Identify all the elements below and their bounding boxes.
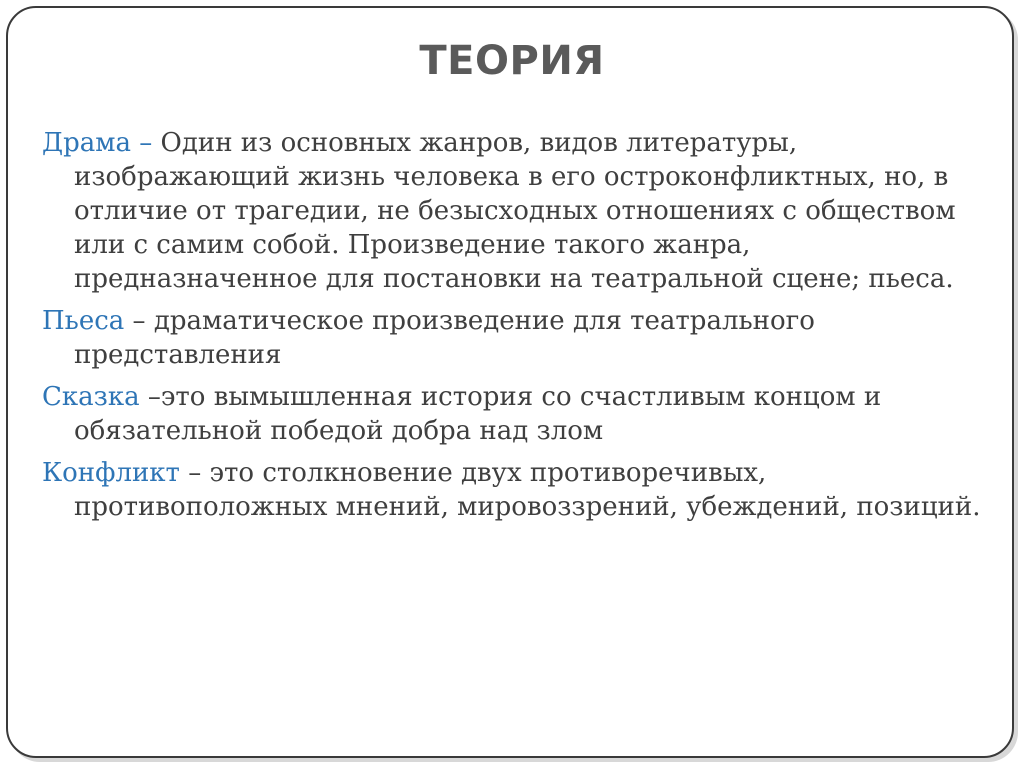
term-play: Пьеса — [42, 306, 125, 336]
term-dash: – — [139, 382, 161, 412]
definition-conflict — [42, 456, 982, 524]
definition-play — [42, 304, 982, 372]
definition-text-play: драматическое произведение для театрального представления — [74, 306, 815, 370]
definition-fairy-tale — [42, 380, 982, 448]
definition-text-drama: Один из основных жанров, видов литературы, изображающий жизнь человека в его остроконфликтных, но, в отличие от трагедии, не безысходных отношениях с обществом или с самим собой. Произведение такого жанра, предназначенное для постановки на театральной сцене; пьеса. — [74, 128, 956, 294]
term-dash: – — [124, 306, 154, 336]
term-conflict: Конфликт — [42, 458, 180, 488]
definition-drama — [42, 126, 982, 296]
term-fairy-tale: Сказка — [42, 382, 140, 412]
definition-text-fairy-tale: это вымышленная история со счастливым концом и обязательной победой добра над злом — [74, 382, 882, 446]
term-drama: Драма — [42, 128, 132, 158]
definition-text-conflict: это столкновение двух противоречивых, противоположных мнений, мировоззрений, убеждений, позиций. — [74, 458, 981, 522]
term-dash: – — [179, 458, 210, 488]
definitions-list — [42, 126, 982, 532]
term-dash: – — [131, 128, 161, 158]
slide-title: ТЕОРИЯ — [419, 38, 605, 84]
